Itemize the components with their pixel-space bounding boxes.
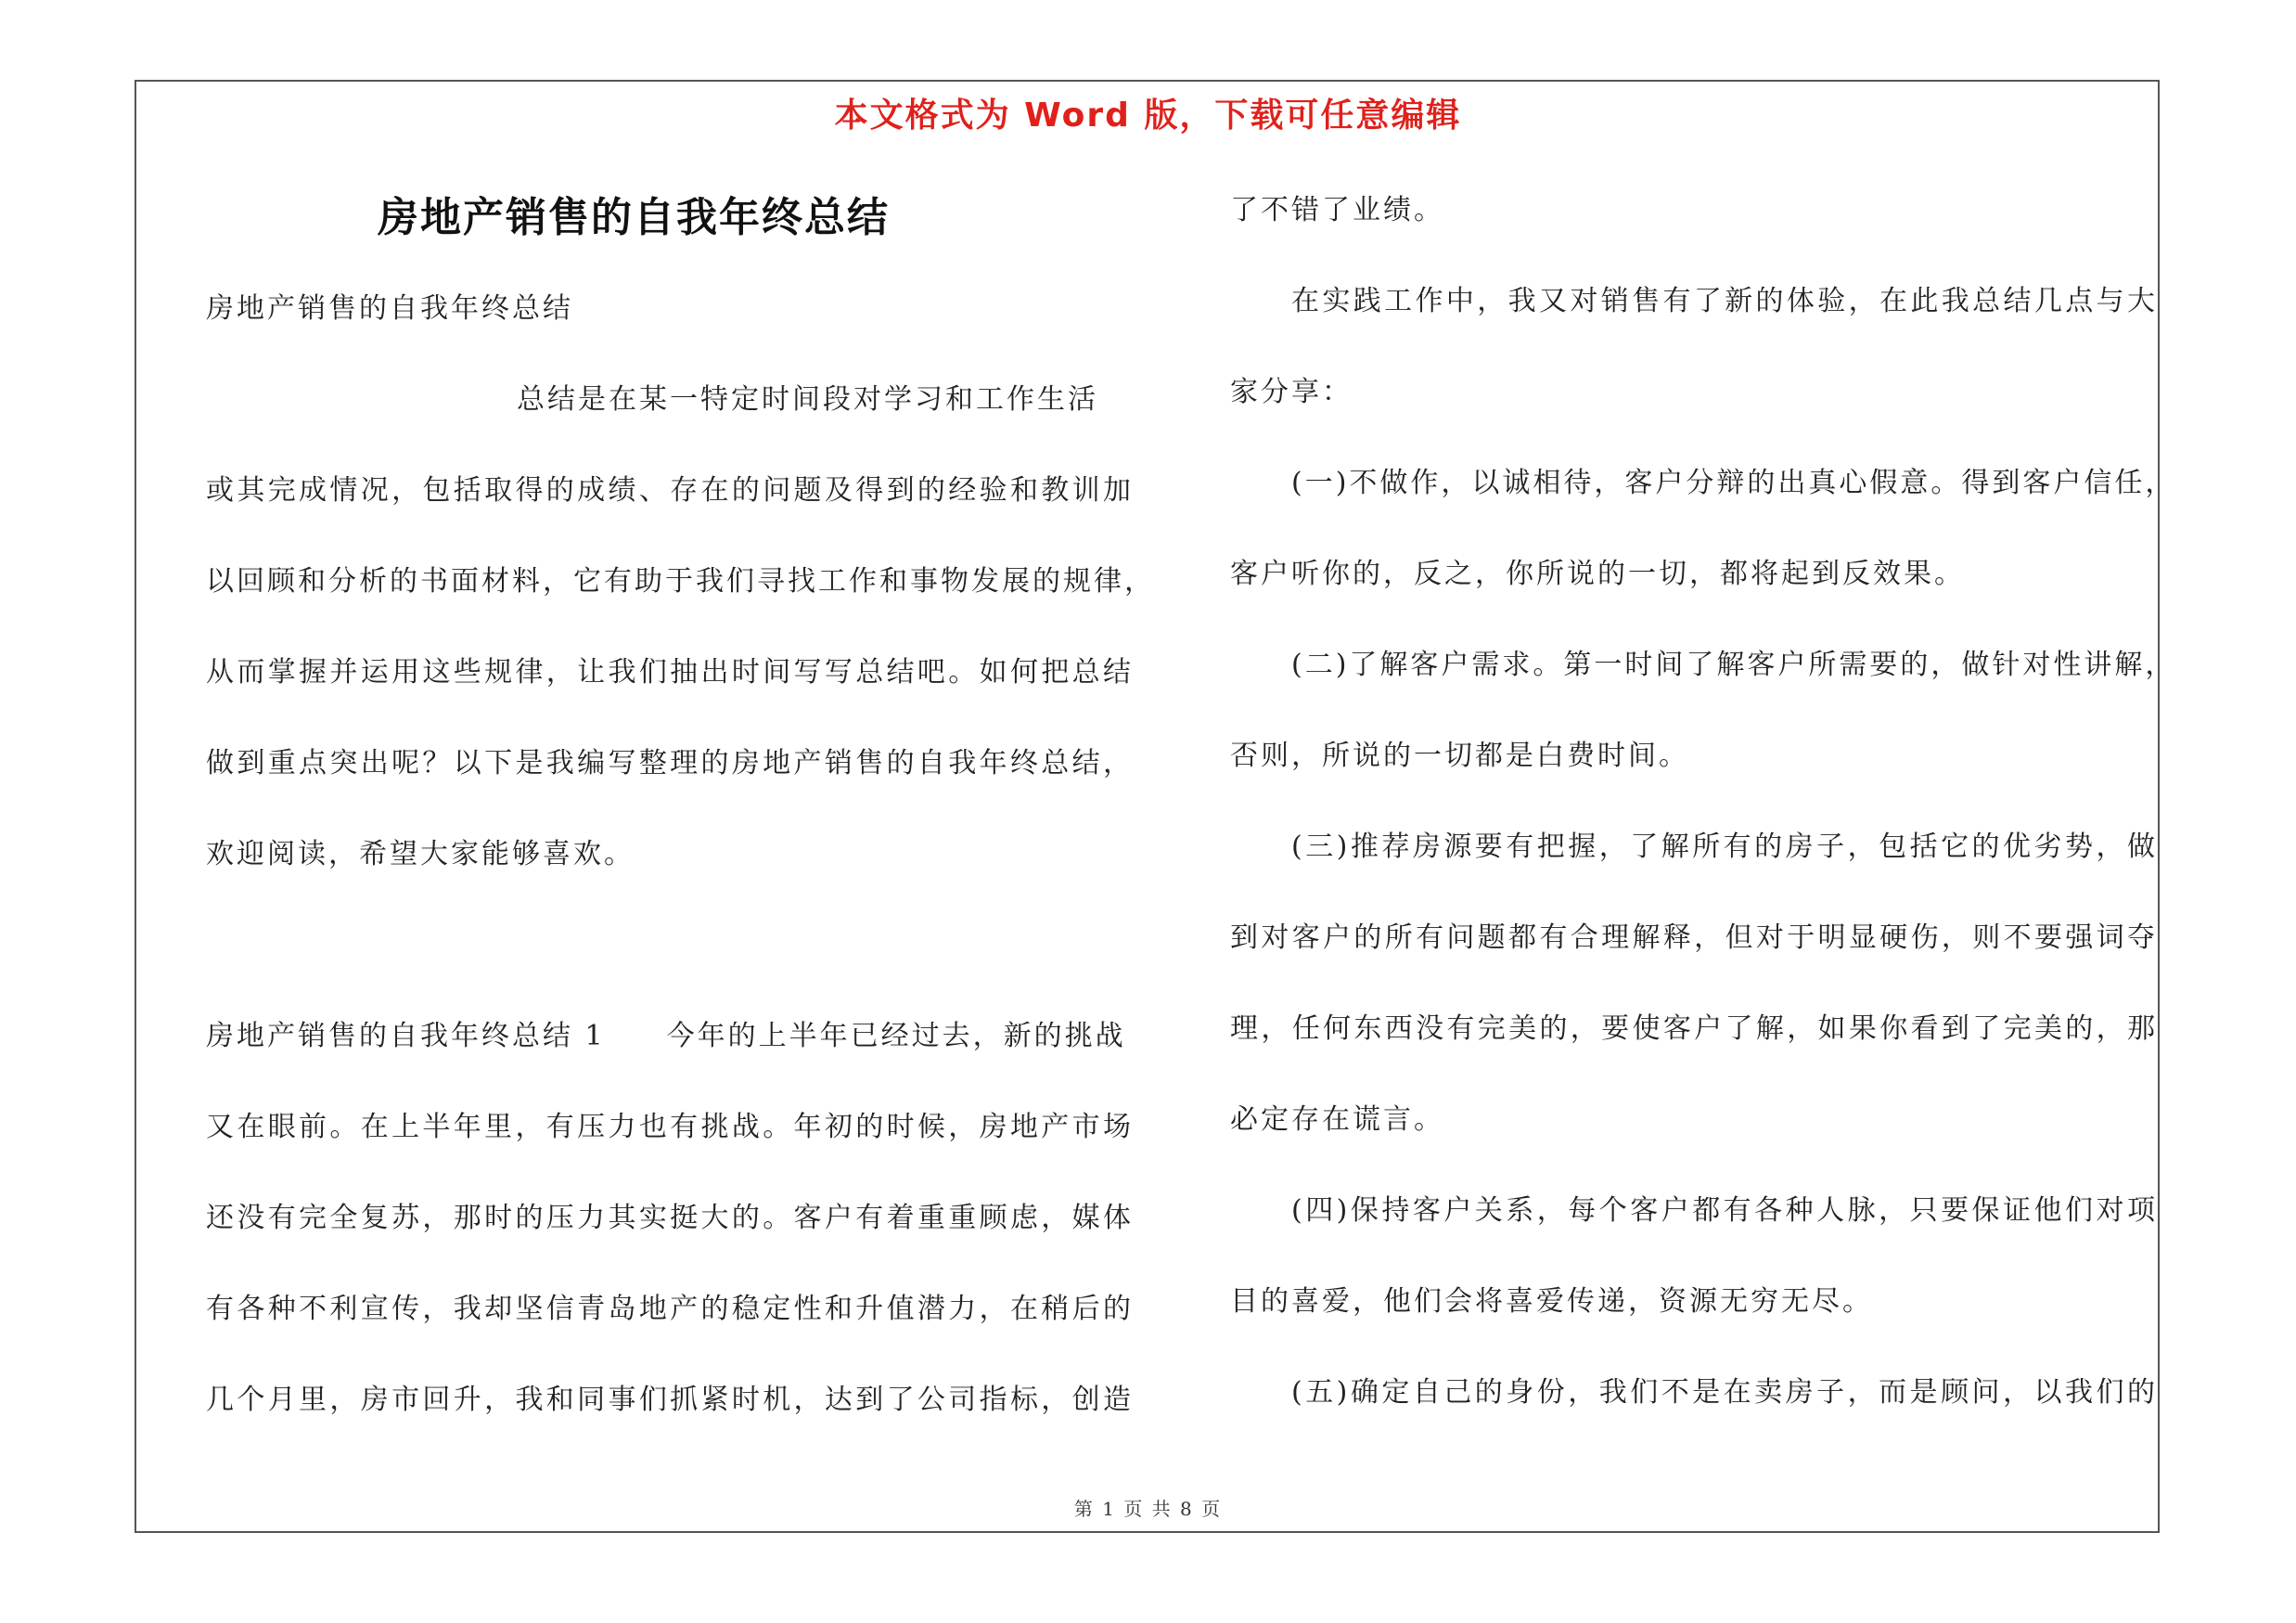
paragraph-line: 房地产销售的自我年终总结 1 今年的上半年已经过去，新的挑战 xyxy=(206,1020,1126,1052)
paragraph-line: 做到重点突出呢？以下是我编写整理的房地产销售的自我年终总结， xyxy=(206,747,1134,779)
paragraph-line: 必定存在谎言。 xyxy=(1230,1103,1444,1136)
paragraph-line: 在实践工作中，我又对销售有了新的体验，在此我总结几点与大 xyxy=(1291,285,2158,317)
paragraph-line: 到对客户的所有问题都有合理解释，但对于明显硬伤，则不要强词夺 xyxy=(1230,921,2158,954)
paragraph-line: 否则，所说的一切都是白费时间。 xyxy=(1230,740,1689,772)
format-notice-banner: 本文格式为 Word 版，下载可任意编辑 xyxy=(834,97,1462,135)
right-column xyxy=(1230,165,2176,1438)
paragraph-line: 欢迎阅读，希望大家能够喜欢。 xyxy=(206,838,635,870)
paragraph-line: 从而掌握并运用这些规律，让我们抽出时间写写总结吧。如何把总结 xyxy=(206,656,1134,689)
paragraph-line: 房地产销售的自我年终总结 xyxy=(206,292,573,325)
paragraph-line: 总结是在某一特定时间段对学习和工作生活 xyxy=(517,383,1098,416)
paragraph-line: (四)保持客户关系，每个客户都有各种人脉，只要保证他们对项 xyxy=(1291,1194,2158,1227)
paragraph-line: 家分享： xyxy=(1230,376,1353,408)
paragraph-line: 几个月里，房市回升，我和同事们抓紧时机，达到了公司指标，创造 xyxy=(206,1384,1134,1416)
paragraph-line: (二)了解客户需求。第一时间了解客户所需要的，做针对性讲解， xyxy=(1291,649,2176,681)
paragraph-line: 理，任何东西没有完美的，要使客户了解，如果你看到了完美的，那 xyxy=(1230,1012,2158,1045)
paragraph-line: 目的喜爱，他们会将喜爱传递，资源无穷无尽。 xyxy=(1230,1285,1873,1318)
paragraph-line: 又在眼前。在上半年里，有压力也有挑战。年初的时候，房地产市场 xyxy=(206,1111,1134,1143)
paragraph-line: 客户听你的，反之，你所说的一切，都将起到反效果。 xyxy=(1230,558,1965,590)
paragraph-line: (三)推荐房源要有把握，了解所有的房子，包括它的优劣势，做 xyxy=(1291,831,2158,863)
paragraph-line: 以回顾和分析的书面材料，它有助于我们寻找工作和事物发展的规律， xyxy=(206,565,1155,598)
paragraph-line: 了不错了业绩。 xyxy=(1230,194,1444,226)
document-title: 房地产销售的自我年终总结 xyxy=(378,194,890,241)
paragraph-line: 或其完成情况，包括取得的成绩、存在的问题及得到的经验和教训加 xyxy=(206,474,1134,507)
paragraph-line: 有各种不利宣传，我却坚信青岛地产的稳定性和升值潜力，在稍后的 xyxy=(206,1293,1134,1325)
paragraph-line: (一)不做作，以诚相待，客户分辩的出真心假意。得到客户信任， xyxy=(1291,467,2176,499)
page-number-footer: 第 1 页 共 8 页 xyxy=(1073,1498,1223,1520)
paragraph-line: 还没有完全复苏，那时的压力其实挺大的。客户有着重重顾虑，媒体 xyxy=(206,1202,1134,1234)
paragraph-line: (五)确定自己的身份，我们不是在卖房子，而是顾问，以我们的 xyxy=(1291,1376,2158,1409)
left-column xyxy=(206,167,1155,1446)
